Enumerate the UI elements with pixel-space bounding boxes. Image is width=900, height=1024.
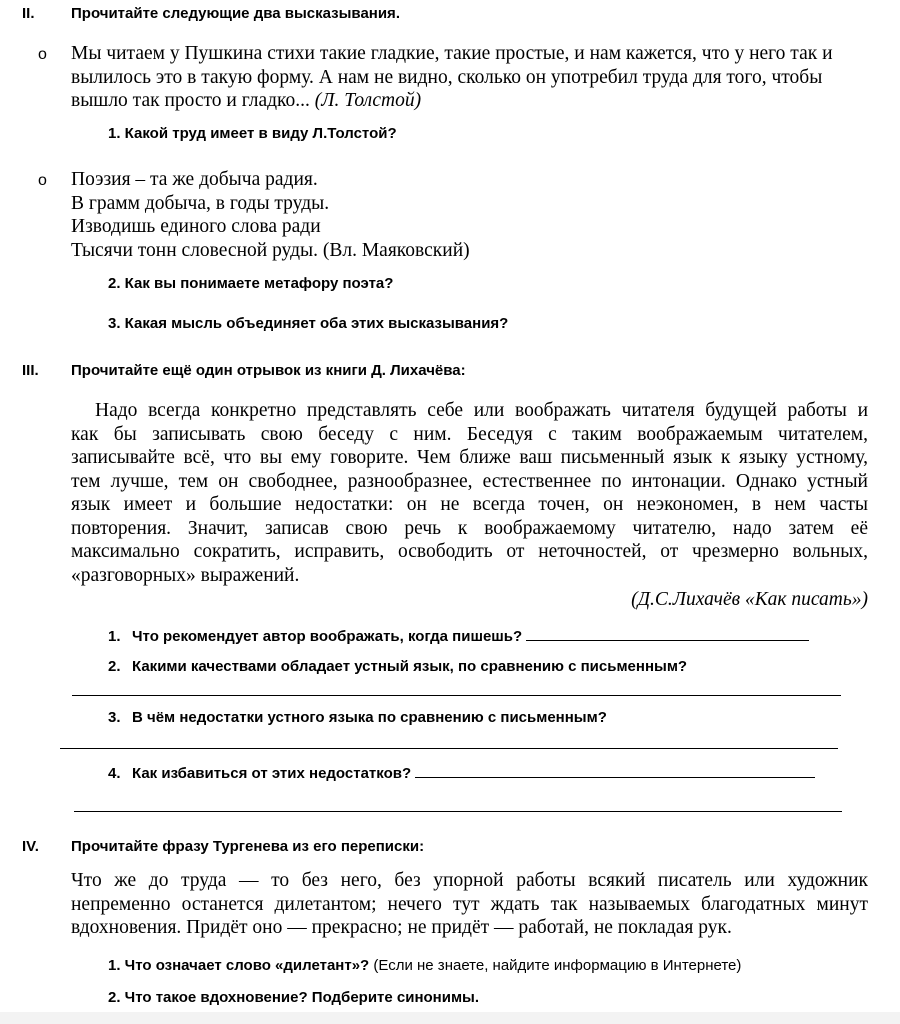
- question-note: (Если не знаете, найдите информацию в Интернете): [369, 957, 742, 974]
- section-4-title: Прочитайте фразу Тургенева из его переписки:: [71, 838, 425, 855]
- question-4-1: [108, 957, 741, 974]
- question-2-3: 3. Какая мысль объединяет оба этих высказывания?: [108, 315, 509, 332]
- answer-blank[interactable]: [415, 764, 815, 778]
- page-bottom-edge: [0, 1012, 900, 1024]
- passage-line: повторения. Значит, записав свою речь к воображаемому читателю, надо затем её: [71, 517, 868, 539]
- quote-line-last: [71, 89, 868, 113]
- question-3-3: [108, 709, 607, 726]
- passage-line: максимально сократить, исправить, освободить от неточностей, от чрезмерно вольных,: [71, 541, 868, 562]
- question-number: 2.: [108, 658, 121, 675]
- passage-line: Что же до труда — то без него, без упорной работы всякий писатель или художник: [71, 870, 868, 891]
- passage-line: «разговорных» выражений.: [71, 564, 300, 586]
- passage-line: Надо всегда конкретно представлять себе или воображать читателя будущей работы и: [95, 400, 868, 421]
- likhachev-passage: [71, 399, 868, 587]
- question-3-4: [108, 764, 815, 782]
- bullet-icon: o: [38, 46, 47, 63]
- section-4-number: IV.: [22, 838, 39, 855]
- section-3-title: Прочитайте ещё один отрывок из книги Д. Лихачёва:: [71, 362, 466, 379]
- passage-line: как бы записывать свою беседу с ним. Беседуя с таким воображаемым читателем,: [71, 423, 868, 445]
- answer-line[interactable]: [72, 695, 841, 696]
- question-text: Как избавиться от этих недостатков?: [132, 765, 412, 782]
- question-3-2: [108, 658, 687, 675]
- question-3-1: [108, 627, 809, 645]
- passage-line: язык имеет и большие недостатки: он не всегда точен, он неэкономен, в нем часты: [71, 494, 868, 515]
- question-text: В чём недостатки устного языка по сравнению с письменным?: [132, 709, 607, 726]
- section-2-heading: [22, 5, 882, 22]
- passage-line: тем лучше, тем он свободнее, разнообразнее, естественнее по интонации. Однако устный: [71, 470, 868, 492]
- question-text: 1. Что означает слово «дилетант»?: [108, 957, 370, 974]
- section-3-heading: [22, 362, 882, 379]
- answer-line[interactable]: [74, 811, 842, 812]
- quote-line: вылилось это в такую форму. А нам не видно, сколько он употребил труда для того, чтобы: [71, 66, 823, 88]
- poem-line: В грамм добыча, в годы труды.: [71, 192, 330, 214]
- turgenev-passage: [71, 869, 868, 940]
- tolstoy-quote: [71, 42, 868, 113]
- quote-author: (Л. Толстой): [314, 90, 422, 111]
- passage-line: записывайте всё, что вы ему говорите. Чем ближе ваш письменный язык к языку устному,: [71, 447, 868, 468]
- question-number: 3.: [108, 709, 121, 726]
- mayakovsky-quote: [71, 168, 868, 262]
- likhachev-signature: (Д.С.Лихачёв «Как писать»): [631, 589, 868, 610]
- question-text: Какими качествами обладает устный язык, по сравнению с письменным?: [132, 658, 688, 675]
- question-4-2: 2. Что такое вдохновение? Подберите синонимы.: [108, 989, 480, 1006]
- question-number: 1.: [108, 628, 121, 645]
- poem-line: Изводишь единого слова ради: [71, 216, 321, 237]
- poem-line: Тысячи тонн словесной руды. (Вл. Маяковский): [71, 239, 470, 261]
- bullet-icon: o: [38, 172, 47, 189]
- question-2-2: 2. Как вы понимаете метафору поэта?: [108, 275, 394, 292]
- section-3-number: III.: [22, 362, 39, 379]
- section-4-heading: [22, 838, 882, 855]
- quote-line: Мы читаем у Пушкина стихи такие гладкие, такие простые, и нам кажется, что у него так и: [71, 43, 833, 64]
- question-text: Что рекомендует автор воображать, когда пишешь?: [132, 628, 523, 645]
- poem-line: Поэзия – та же добыча радия.: [71, 169, 318, 190]
- quote-line-text: вышло так просто и гладко...: [71, 90, 310, 111]
- answer-blank[interactable]: [526, 627, 809, 641]
- section-2-title: Прочитайте следующие два высказывания.: [71, 5, 400, 22]
- passage-line: непременно останется дилетантом; нечего тут ждать так называемых благодатных минут: [71, 893, 868, 915]
- section-2-number: II.: [22, 5, 35, 22]
- answer-line[interactable]: [60, 748, 838, 749]
- question-2-1: 1. Какой труд имеет в виду Л.Толстой?: [108, 125, 397, 142]
- question-number: 4.: [108, 765, 121, 782]
- passage-line: вдохновения. Придёт оно — прекрасно; не придёт — работай, не покладая рук.: [71, 917, 732, 938]
